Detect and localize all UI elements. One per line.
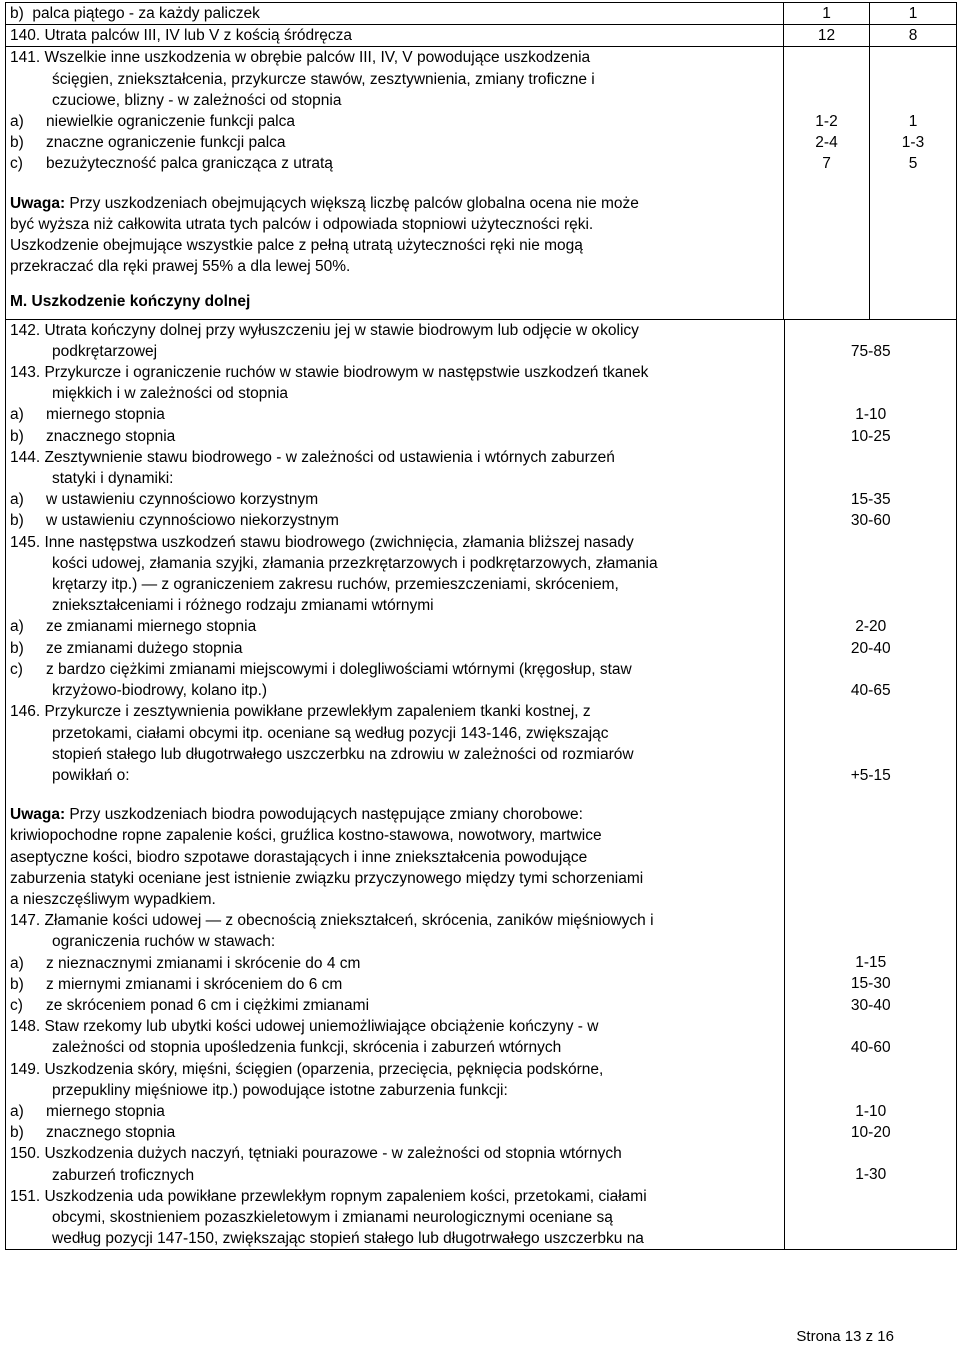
note-line: kriwiopochodne ropne zapalenie kości, gruźlica kostno-stawowa, nowotwory, martwice bbox=[10, 827, 602, 845]
sub-text: niewielkie ograniczenie funkcji palca bbox=[46, 113, 295, 131]
sub-label: a) bbox=[10, 491, 24, 509]
lower-section bbox=[6, 319, 957, 1250]
value: 15-35 bbox=[850, 491, 891, 509]
value: 1 bbox=[908, 112, 918, 130]
sub-text: miernego stopnia bbox=[46, 406, 165, 424]
table-row bbox=[6, 47, 957, 319]
sub-label: b) bbox=[10, 639, 24, 657]
sub-label: c) bbox=[10, 155, 23, 173]
value: 1-10 bbox=[855, 406, 887, 424]
note-label: Uwaga: bbox=[10, 806, 66, 824]
sub-label: a) bbox=[10, 954, 24, 972]
sub-label: c) bbox=[10, 996, 23, 1014]
item-head: 141. Wszelkie inne uszkodzenia w obrębie palców III, IV, V powodujące uszkodzenia bbox=[10, 49, 591, 67]
value: 10-25 bbox=[850, 427, 891, 445]
value: 30-60 bbox=[850, 512, 891, 530]
sub-text: ze zmianami dużego stopnia bbox=[46, 639, 243, 657]
item-head: 146. Przykurcze i zesztywnienia powikłane przewlekłym zapaleniem tkanki kostnej, z bbox=[10, 703, 591, 721]
lower-text bbox=[6, 320, 784, 1250]
value: 15-30 bbox=[850, 975, 891, 993]
sub-label: b) bbox=[10, 975, 24, 993]
item-cont: krzyżowo-biodrowy, kolano itp.) bbox=[52, 682, 268, 700]
sub-label: b) bbox=[10, 512, 24, 530]
item-cont: podkrętarzowej bbox=[52, 342, 158, 360]
sub-label: b) bbox=[10, 1124, 24, 1142]
value-right: 12 bbox=[784, 25, 870, 47]
item-head: 145. Inne następstwa uszkodzeń stawu biodrowego (zwichnięcia, złamania bliższej nasady bbox=[10, 533, 634, 551]
item-cont: krętarzy itp.) — z ograniczeniem zakresu ruchów, przemieszczeniami, skróceniem, bbox=[52, 576, 619, 594]
item-cont: stopień stałego lub długotrwałego uszczerbku na zdrowiu w zależności od rozmiarów bbox=[52, 745, 634, 763]
value: 20-40 bbox=[850, 639, 891, 657]
value: 7 bbox=[822, 155, 831, 173]
sub-text: z bardzo ciężkimi zmianami miejscowymi i dolegliwościami wtórnymi (kręgosłup, staw bbox=[46, 660, 632, 678]
note-line: przekraczać dla ręki prawej 55% a dla lewej 50%. bbox=[10, 258, 351, 276]
page-number: Strona 13 z 16 bbox=[796, 1328, 894, 1345]
sub-text: bezużyteczność palca granicząca z utratą bbox=[46, 155, 333, 173]
note-label: Uwaga: bbox=[10, 194, 66, 212]
value: 30-40 bbox=[850, 996, 891, 1014]
row-text: b) palca piątego - za każdy paliczek bbox=[6, 3, 784, 25]
table-row bbox=[6, 25, 957, 47]
note-line: a nieszczęśliwym wypadkiem. bbox=[10, 890, 216, 908]
value: 10-20 bbox=[850, 1123, 891, 1141]
item-cont: zaburzeń troficznych bbox=[52, 1166, 195, 1184]
note-line: Uszkodzenie obejmujące wszystkie palce z pełną utratą użyteczności ręki nie mogą bbox=[10, 237, 583, 255]
value: 75-85 bbox=[850, 342, 891, 360]
item-cont: przepukliny mięśniowe itp.) powodujące istotne zaburzenia funkcji: bbox=[52, 1081, 508, 1099]
sub-item bbox=[10, 132, 779, 153]
sub-text: miernego stopnia bbox=[46, 1102, 165, 1120]
item-head: 143. Przykurcze i ograniczenie ruchów w stawie biodrowym w następstwie uszkodzeń tkanek bbox=[10, 364, 649, 382]
sub-label: a) bbox=[10, 618, 24, 636]
note-line: Przy uszkodzeniach obejmujących większą liczbę palców globalna ocena nie może bbox=[65, 194, 639, 212]
sub-text: z miernymi zmianami i skróceniem do 6 cm bbox=[46, 975, 343, 993]
value: 2-20 bbox=[855, 618, 887, 636]
note-line: Przy uszkodzeniach biodra powodujących następujące zmiany chorobowe: bbox=[65, 806, 583, 824]
table-row bbox=[6, 3, 957, 25]
value-left: 1 bbox=[870, 3, 957, 25]
sub-label: a) bbox=[10, 113, 24, 131]
value: +5-15 bbox=[850, 766, 891, 784]
item-cont: statyki i dynamiki: bbox=[52, 470, 174, 488]
sub-text: w ustawieniu czynnościowo niekorzystnym bbox=[46, 512, 339, 530]
value-left-col bbox=[870, 47, 957, 319]
item-head: 148. Staw rzekomy lub ubytki kości udowej uniemożliwiające obciążenie kończyny - w bbox=[10, 1018, 599, 1036]
note bbox=[10, 804, 780, 825]
sub-label: b) bbox=[10, 427, 24, 445]
value: 5 bbox=[908, 155, 918, 173]
section-heading: M. Uszkodzenie kończyny dolnej bbox=[10, 293, 251, 311]
value-left: 8 bbox=[870, 25, 957, 47]
lower-values bbox=[784, 320, 957, 1250]
item-head: 147. Złamanie kości udowej — z obecnością zniekształceń, skrócenia, zaników mięśniowych i bbox=[10, 912, 654, 930]
sub-text: znacznego stopnia bbox=[46, 1124, 176, 1142]
value: 40-60 bbox=[850, 1039, 891, 1057]
item-head: 149. Uszkodzenia skóry, mięśni, ścięgien (oparzenia, przecięcia, pęknięcia podskórne, bbox=[10, 1060, 604, 1078]
value-right-col bbox=[784, 47, 870, 319]
value: 40-65 bbox=[850, 681, 891, 699]
item-head: 144. Zesztywnienie stawu biodrowego - w zależności od ustawienia i wtórnych zaburzeń bbox=[10, 448, 615, 466]
note-line: aseptyczne kości, biodro szpotawe dorastających i inne zniekształcenia powodujące bbox=[10, 848, 588, 866]
item-cont: obcymi, skostnieniem pozaszkieletowym i zmianami neurologicznymi oceniane są bbox=[52, 1208, 613, 1226]
sub-label: a) bbox=[10, 1102, 24, 1120]
sub-label: c) bbox=[10, 660, 23, 678]
value: 2-4 bbox=[815, 134, 838, 152]
row-text: 140. Utrata palców III, IV lub V z kością śródręcza bbox=[6, 25, 784, 47]
item-cont: zniekształceniami i różnego rodzaju zmianami wtórnymi bbox=[52, 597, 434, 615]
sub-text: znacznego stopnia bbox=[46, 427, 176, 445]
injury-table bbox=[5, 2, 957, 1250]
sub-text: z nieznacznymi zmianami i skrócenie do 4 cm bbox=[46, 954, 361, 972]
note-line: zaburzenia statyki oceniane jest istnienie związku przyczynowego między tymi schorzeniami bbox=[10, 869, 644, 887]
table-row bbox=[6, 319, 957, 1250]
sub-label: a) bbox=[10, 406, 24, 424]
item-141 bbox=[6, 47, 784, 319]
value: 1-30 bbox=[855, 1166, 887, 1184]
sub-text: ze skróceniem ponad 6 cm i ciężkimi zmianami bbox=[46, 996, 370, 1014]
value: 1-3 bbox=[901, 134, 925, 152]
item-cont: kości udowej, złamania szyjki, złamania przezkrętarzowych i podkrętarzowych, złamania bbox=[52, 554, 658, 572]
item-cont: powikłań o: bbox=[52, 766, 130, 784]
value: 1-2 bbox=[815, 112, 838, 130]
note-line: być wyższa niż całkowita utrata tych palców i odpowiada stopniowi użyteczności ręki. bbox=[10, 215, 594, 233]
item-cont: przetokami, ciałami obcymi itp. oceniane są według pozycji 143-146, zwiększając bbox=[52, 724, 609, 742]
lower-table bbox=[6, 320, 957, 1250]
item-cont: czuciowe, blizny - w zależności od stopnia bbox=[52, 91, 342, 109]
sub-label: b) bbox=[10, 134, 24, 152]
value: 1-10 bbox=[855, 1102, 887, 1120]
item-cont: ścięgien, zniekształcenia, przykurcze stawów, zesztywnienia, zmiany troficzne i bbox=[52, 70, 595, 88]
sub-text: znaczne ograniczenie funkcji palca bbox=[46, 134, 286, 152]
item-head: 142. Utrata kończyny dolnej przy wyłuszczeniu jej w stawie biodrowym lub odjęcie w okolicy bbox=[10, 321, 639, 339]
item-cont: miękkich i w zależności od stopnia bbox=[52, 385, 289, 403]
item-cont: według pozycji 147-150, zwiększając stopień stałego lub długotrwałego uszczerbku na bbox=[52, 1230, 644, 1248]
item-cont: zależności od stopnia upośledzenia funkcji, skrócenia i zaburzeń wtórnych bbox=[52, 1039, 562, 1057]
item-head: 151. Uszkodzenia uda powikłane przewlekłym ropnym zapaleniem kości, przetokami, ciałami bbox=[10, 1187, 647, 1205]
value-right: 1 bbox=[784, 3, 870, 25]
sub-item bbox=[10, 111, 779, 132]
sub-text: w ustawieniu czynnościowo korzystnym bbox=[46, 491, 319, 509]
note bbox=[10, 193, 779, 214]
sub-item bbox=[10, 153, 779, 174]
item-head: 150. Uszkodzenia dużych naczyń, tętniaki pourazowe - w zależności od stopnia wtórnych bbox=[10, 1145, 622, 1163]
item-cont: ograniczenia ruchów w stawach: bbox=[52, 933, 276, 951]
sub-text: ze zmianami miernego stopnia bbox=[46, 618, 257, 636]
value: 1-15 bbox=[855, 954, 887, 972]
